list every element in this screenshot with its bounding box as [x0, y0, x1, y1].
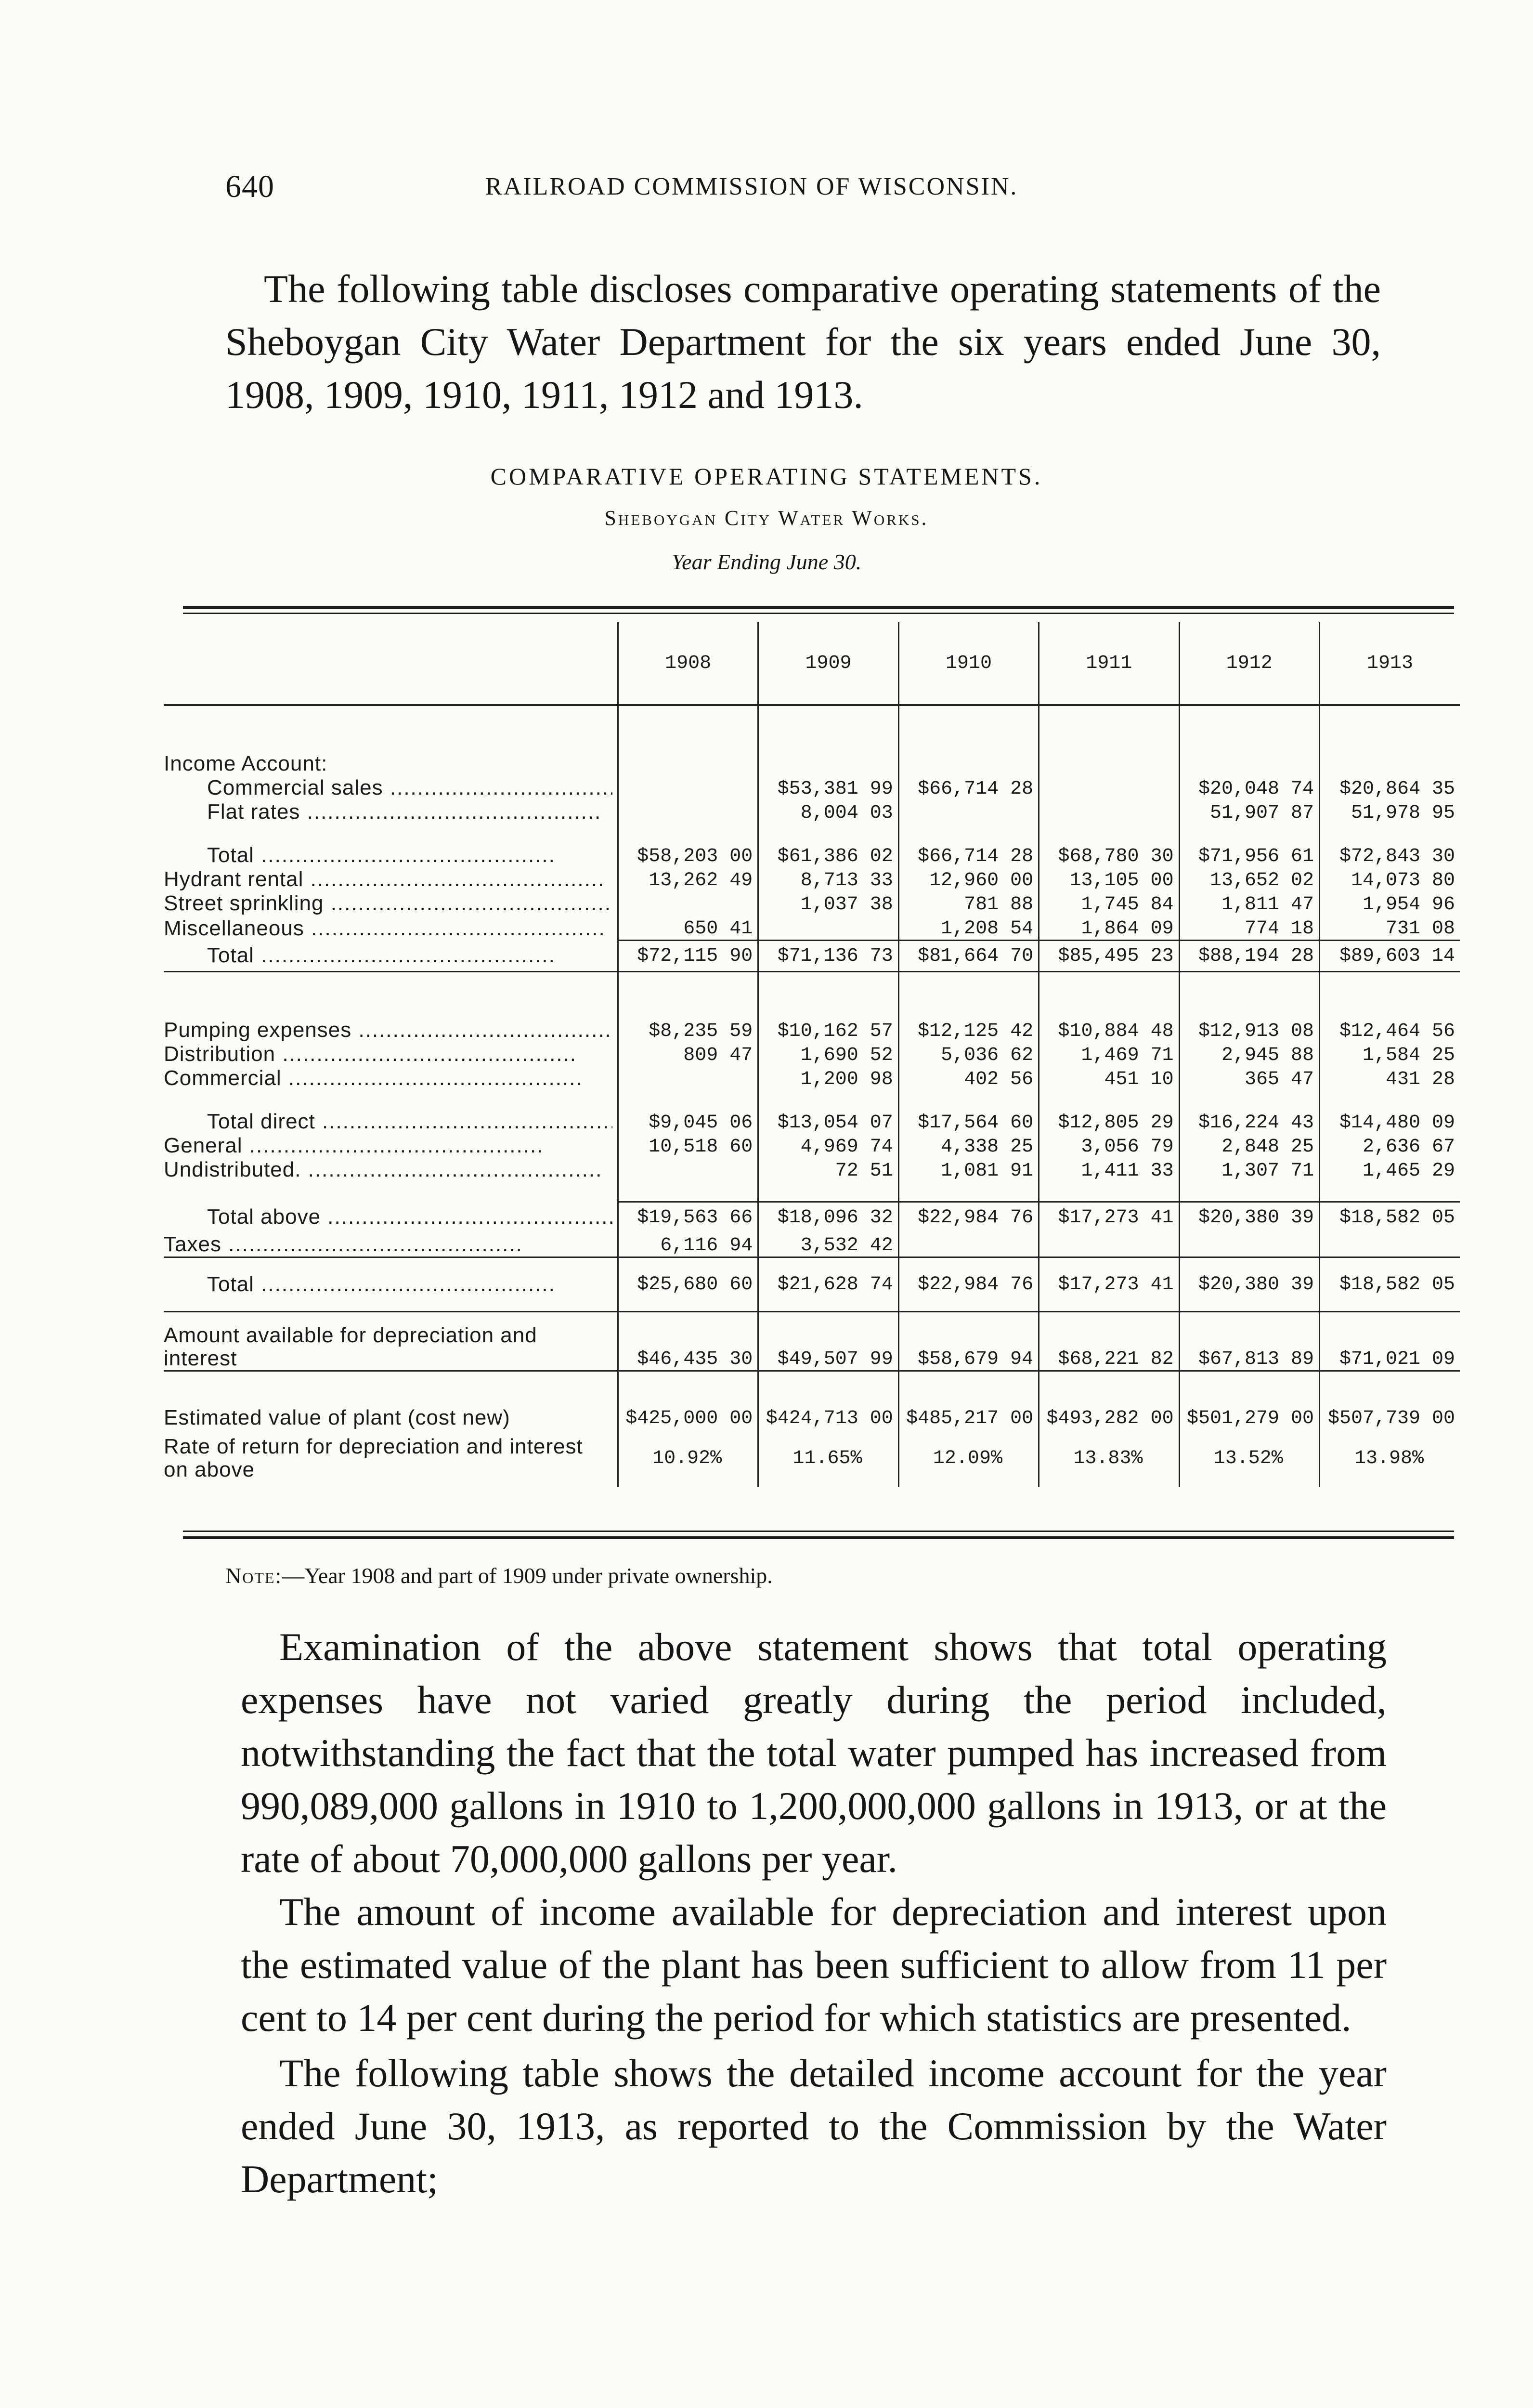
row-label: Taxes	[164, 1232, 221, 1256]
table-cell: $61,386 02	[758, 843, 898, 867]
table-cell	[618, 1066, 758, 1090]
table-cell: 650 41	[618, 916, 758, 941]
table-cell: 4,338 25	[898, 1134, 1039, 1158]
table-cell: 2,848 25	[1179, 1134, 1319, 1158]
row-label: Flat rates	[207, 800, 300, 824]
table-cell: 12,960 00	[898, 867, 1039, 891]
table-cell: $19,563 66	[618, 1202, 758, 1233]
table-cell: 8,713 33	[758, 867, 898, 891]
table-cell: 72 51	[758, 1158, 898, 1182]
table-cell: 13.52%	[1179, 1429, 1319, 1487]
row-label: Miscellaneous	[164, 916, 304, 940]
table-cell	[758, 916, 898, 941]
table-cell: 51,978 95	[1320, 800, 1460, 824]
table-cell: 1,465 29	[1320, 1158, 1460, 1182]
note-text: —Year 1908 and part of 1909 under private ownership.	[282, 1563, 773, 1588]
row-label: Total	[207, 943, 254, 968]
table-cell: 1,411 33	[1039, 1158, 1179, 1182]
table-top-rule-thin	[183, 613, 1454, 614]
page-header	[225, 169, 1429, 212]
table-row	[164, 1158, 1460, 1182]
table-cell: 1,690 52	[758, 1042, 898, 1066]
table-cell: 10.92%	[618, 1429, 758, 1487]
table-cell: 12.09%	[898, 1429, 1039, 1487]
table-row	[164, 1134, 1460, 1158]
table-cell: 1,081 91	[898, 1158, 1039, 1182]
table-cell: 10,518 60	[618, 1134, 758, 1158]
table-cell: $17,564 60	[898, 1110, 1039, 1134]
table-cell: 402 56	[898, 1066, 1039, 1090]
table-cell: 13,105 00	[1039, 867, 1179, 891]
row-label: Commercial	[164, 1066, 282, 1090]
table-cell: $16,224 43	[1179, 1110, 1319, 1134]
year-header: 1910	[898, 622, 1039, 705]
table-row	[164, 1066, 1460, 1090]
table-row	[164, 1257, 1460, 1312]
row-label: Total	[207, 843, 254, 867]
table-cell: $12,913 08	[1179, 1018, 1319, 1042]
table-row	[164, 1371, 1460, 1430]
table-cell: $72,115 90	[618, 941, 758, 972]
table-cell: 13.83%	[1039, 1429, 1179, 1487]
table-subtitle: Sheboygan City Water Works.	[604, 506, 929, 530]
year-header: 1911	[1039, 622, 1179, 705]
row-label: Undistributed.	[164, 1158, 301, 1181]
table-cell: 1,469 71	[1039, 1042, 1179, 1066]
row-label: Hydrant rental	[164, 867, 304, 891]
table-cell: 809 47	[618, 1042, 758, 1066]
table-cell: $72,843 30	[1320, 843, 1460, 867]
table-cell: $67,813 89	[1179, 1312, 1319, 1371]
table-bottom-rule	[183, 1536, 1454, 1539]
table-row	[164, 867, 1460, 891]
table-cell: 2,945 88	[1179, 1042, 1319, 1066]
table-cell: $88,194 28	[1179, 941, 1319, 972]
table-cell: 1,745 84	[1039, 891, 1179, 916]
table-cell: $89,603 14	[1320, 941, 1460, 972]
table-cell: 1,208 54	[898, 916, 1039, 941]
row-label: Commercial sales	[207, 776, 383, 799]
table-cell: $68,221 82	[1039, 1312, 1179, 1371]
row-label: Street sprinkling	[164, 891, 324, 915]
table-cell: $18,582 05	[1320, 1202, 1460, 1233]
table-cell: 4,969 74	[758, 1134, 898, 1158]
table-cell: $485,217 00	[898, 1371, 1039, 1430]
table-caption: Year Ending June 30.	[671, 550, 862, 574]
table-cell: 11.65%	[758, 1429, 898, 1487]
table-cell	[898, 1232, 1039, 1257]
table-cell: $10,162 57	[758, 1018, 898, 1042]
table-row	[164, 891, 1460, 916]
table-cell: $46,435 30	[618, 1312, 758, 1371]
row-label: Total	[207, 1272, 254, 1296]
table-cell	[898, 800, 1039, 824]
row-label: Amount available for depreciation and interest	[164, 1312, 618, 1371]
table-cell: 365 47	[1179, 1066, 1319, 1090]
table-cell: $66,714 28	[898, 843, 1039, 867]
table-cell: 731 08	[1320, 916, 1460, 941]
table-cell: 1,864 09	[1039, 916, 1179, 941]
body-paragraph: The amount of income available for depreciation and interest upon the estimated value of the plant has been sufficient to allow from 11 per cent to 14 per cent during the period for which statistics are presented.	[241, 1890, 1387, 2040]
table-cell: $12,125 42	[898, 1018, 1039, 1042]
table-cell: $10,884 48	[1039, 1018, 1179, 1042]
table-cell	[1320, 1232, 1460, 1257]
table-row	[164, 752, 1460, 776]
table-cell: $8,235 59	[618, 1018, 758, 1042]
table-cell: $81,664 70	[898, 941, 1039, 972]
table-cell: 13,262 49	[618, 867, 758, 891]
table-cell: $425,000 00	[618, 1371, 758, 1430]
page-number: 640	[225, 169, 274, 204]
table-cell: 451 10	[1039, 1066, 1179, 1090]
year-header: 1913	[1320, 622, 1460, 705]
table-row	[164, 1429, 1460, 1487]
table-cell: $22,984 76	[898, 1202, 1039, 1233]
table-cell: 2,636 67	[1320, 1134, 1460, 1158]
table-cell: 3,532 42	[758, 1232, 898, 1257]
table-cell: 13,652 02	[1179, 867, 1319, 891]
table-row	[164, 1042, 1460, 1066]
table-cell: 6,116 94	[618, 1232, 758, 1257]
year-header: 1912	[1179, 622, 1319, 705]
table-cell: $21,628 74	[758, 1257, 898, 1312]
table-cell: 431 28	[1320, 1066, 1460, 1090]
body-paragraph: The following table shows the detailed income account for the year ended June 30, 1913, as reported to the Commission by the Water Department;	[241, 2051, 1387, 2201]
table-cell: $53,381 99	[758, 776, 898, 800]
table-cell: $71,021 09	[1320, 1312, 1460, 1371]
table-cell: $18,096 32	[758, 1202, 898, 1233]
table-cell: 1,954 96	[1320, 891, 1460, 916]
table-top-rule	[183, 606, 1454, 609]
intro-paragraph: The following table discloses comparative operating statements of the Sheboygan City Water Department for the six years ended June 30, 1908, 1909, 1910, 1911, 1912 and 1913.	[225, 267, 1381, 417]
table-cell: $68,780 30	[1039, 843, 1179, 867]
operating-statements-table	[164, 622, 1460, 1487]
table-row	[164, 1312, 1460, 1371]
table-cell	[618, 776, 758, 800]
row-label: General	[164, 1134, 243, 1157]
table-cell: $71,136 73	[758, 941, 898, 972]
table-cell: $20,380 39	[1179, 1202, 1319, 1233]
table-cell: 3,056 79	[1039, 1134, 1179, 1158]
table-cell: $17,273 41	[1039, 1202, 1179, 1233]
table-cell: 8,004 03	[758, 800, 898, 824]
table-row	[164, 1018, 1460, 1042]
note-prefix: Note:	[225, 1563, 283, 1588]
table-cell	[1179, 1232, 1319, 1257]
table-cell: 1,307 71	[1179, 1158, 1319, 1182]
year-header: 1908	[618, 622, 758, 705]
year-header: 1909	[758, 622, 898, 705]
table-cell: 51,907 87	[1179, 800, 1319, 824]
table-cell: 1,200 98	[758, 1066, 898, 1090]
table-cell: 1,584 25	[1320, 1042, 1460, 1066]
header-corner	[164, 622, 618, 705]
table-cell: 1,811 47	[1179, 891, 1319, 916]
table-cell: $12,805 29	[1039, 1110, 1179, 1134]
row-label: Pumping expenses	[164, 1018, 352, 1042]
table-row	[164, 916, 1460, 941]
table-cell: $14,480 09	[1320, 1110, 1460, 1134]
table-cell: $18,582 05	[1320, 1257, 1460, 1312]
table-cell: $9,045 06	[618, 1110, 758, 1134]
table-title: COMPARATIVE OPERATING STATEMENTS.	[490, 463, 1043, 490]
table-row	[164, 776, 1460, 800]
table-cell: $501,279 00	[1179, 1371, 1319, 1430]
table-row	[164, 843, 1460, 867]
row-label: Estimated value of plant (cost new)	[164, 1406, 510, 1429]
table-cell: $20,048 74	[1179, 776, 1319, 800]
row-label: Total direct	[207, 1110, 315, 1133]
table-cell	[1039, 776, 1179, 800]
table-cell: $20,864 35	[1320, 776, 1460, 800]
table-cell: $13,054 07	[758, 1110, 898, 1134]
section-label: Income Account:	[164, 752, 328, 775]
row-label: Total above	[207, 1205, 321, 1229]
table-cell: $507,739 00	[1320, 1371, 1460, 1430]
table-cell: $85,495 23	[1039, 941, 1179, 972]
table-cell: 781 88	[898, 891, 1039, 916]
table-row	[164, 800, 1460, 824]
table-row	[164, 1110, 1460, 1134]
table-cell	[1039, 1232, 1179, 1257]
table-cell	[618, 800, 758, 824]
table-cell: 13.98%	[1320, 1429, 1460, 1487]
table-row	[164, 1202, 1460, 1233]
table-cell: $25,680 60	[618, 1257, 758, 1312]
table-cell: $22,984 76	[898, 1257, 1039, 1312]
table-header-row	[164, 622, 1460, 705]
running-head: RAILROAD COMMISSION OF WISCONSIN.	[485, 173, 1018, 200]
table-cell: 14,073 80	[1320, 867, 1460, 891]
table-note	[225, 1563, 773, 1588]
table-row	[164, 1232, 1460, 1257]
table-cell: $58,203 00	[618, 843, 758, 867]
table-cell: $12,464 56	[1320, 1018, 1460, 1042]
table-row	[164, 941, 1460, 972]
table-cell: 5,036 62	[898, 1042, 1039, 1066]
row-label: Distribution	[164, 1042, 276, 1066]
table-cell	[1039, 800, 1179, 824]
table-cell: $66,714 28	[898, 776, 1039, 800]
table-cell: $493,282 00	[1039, 1371, 1179, 1430]
table-cell: 1,037 38	[758, 891, 898, 916]
table-cell: 774 18	[1179, 916, 1319, 941]
body-paragraph: Examination of the above statement shows that total operating expenses have not varied greatly during the period included, notwithstanding the fact that the total water pumped has increased from 990,089,000 gallons in 1910 to 1,200,000,000 gallons in 1913, or at the rate of about 70,000,000 gallons per year.	[241, 1625, 1387, 1881]
table-cell: $20,380 39	[1179, 1257, 1319, 1312]
table-cell	[618, 1158, 758, 1182]
table-cell: $71,956 61	[1179, 843, 1319, 867]
table-cell	[618, 891, 758, 916]
row-label: Rate of return for depreciation and interest on above	[164, 1435, 583, 1481]
table-bottom-rule-thin	[183, 1531, 1454, 1532]
table-cell: $17,273 41	[1039, 1257, 1179, 1312]
table-cell: $49,507 99	[758, 1312, 898, 1371]
table-cell: $424,713 00	[758, 1371, 898, 1430]
table-cell: $58,679 94	[898, 1312, 1039, 1371]
